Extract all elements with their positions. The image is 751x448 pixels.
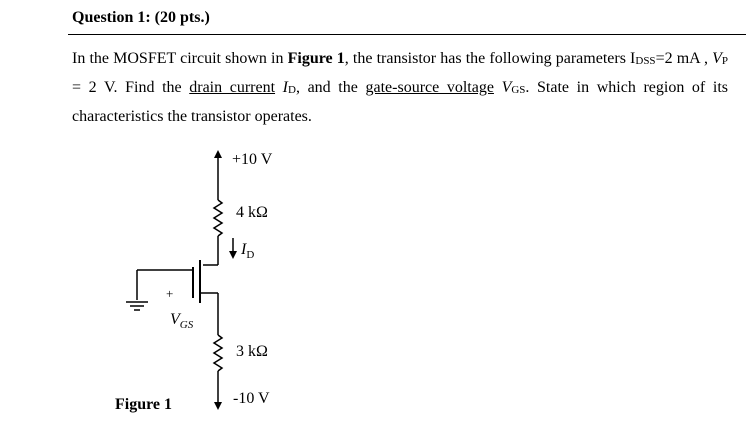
- drain-current-label: $I_D$: [241, 241, 255, 261]
- figure-reference: Figure 1: [287, 50, 345, 67]
- supply-top-label: +10 V: [232, 151, 273, 168]
- vgs-plus-sign: +: [166, 286, 174, 301]
- supply-bottom-label: -10 V: [233, 390, 270, 407]
- vgs-label: $V_{GS}$: [170, 311, 194, 331]
- figure-caption: Figure 1: [115, 396, 173, 413]
- mosfet-circuit-figure: [0, 130, 751, 448]
- question-header: [0, 0, 751, 32]
- drain-current-arrow-icon: [229, 251, 237, 259]
- drain-current-term: drain current: [189, 79, 276, 96]
- top-supply-arrow-icon: [214, 150, 222, 158]
- question-title: Question 1: (20 pts.): [72, 9, 210, 26]
- source-resistor-label: 3 kΩ: [236, 343, 268, 360]
- gate-source-voltage-term: gate-source voltage: [365, 79, 494, 96]
- header-divider: [68, 34, 746, 35]
- question-text: In the MOSFET circuit shown in Figure 1, the transistor has the following parameters IDSS=2 mA , VP = 2 V. Find the drain current ID, and the gate-source voltage VGS. State in which region of its characteristics the transistor operates.: [72, 50, 729, 125]
- bottom-supply-arrow-icon: [214, 402, 222, 410]
- drain-resistor: [214, 200, 222, 236]
- source-resistor: [214, 335, 222, 371]
- drain-resistor-label: 4 kΩ: [236, 204, 268, 221]
